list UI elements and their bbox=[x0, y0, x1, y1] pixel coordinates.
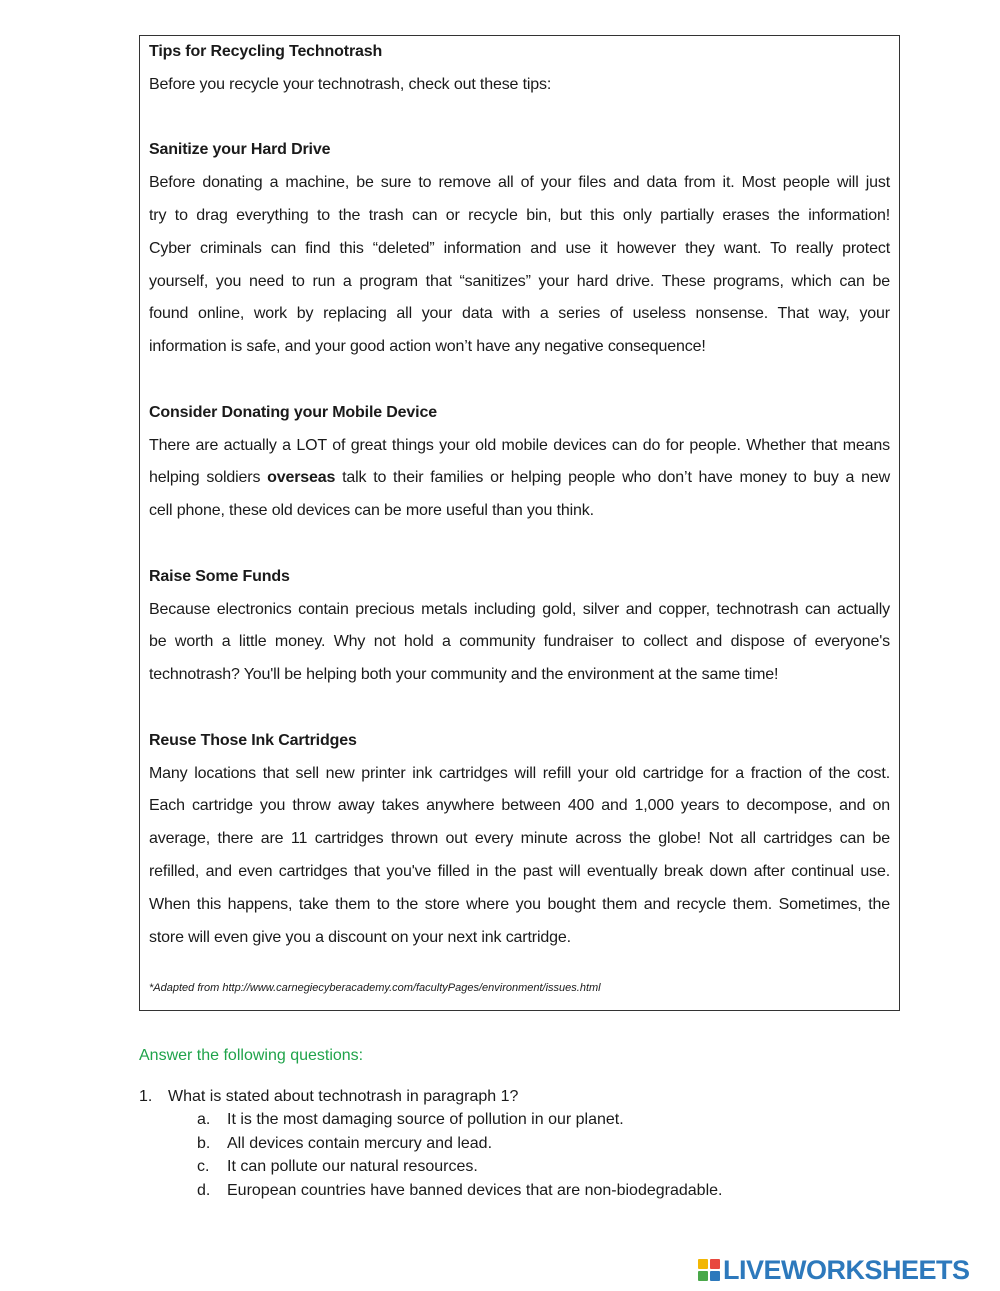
answer-option-d[interactable] bbox=[197, 1179, 722, 1203]
paragraph-line: When this happens, take them to the store where you bought them and recycle them. Sometimes, the bbox=[149, 895, 890, 913]
article-box bbox=[139, 35, 900, 1011]
paragraph-line: Cyber criminals can find this “deleted” information and use it however they want. To really protect bbox=[149, 239, 890, 257]
option-text: It is the most damaging source of pollution in our planet. bbox=[227, 1111, 624, 1128]
paragraph-line: information is safe, and your good action won’t have any negative consequence! bbox=[149, 338, 706, 356]
text-run: talk to their families or helping people who don’t have money to buy a new bbox=[335, 469, 890, 487]
paragraph-line: store will even give you a discount on your next ink cartridge. bbox=[149, 928, 571, 946]
question-text: What is stated about technotrash in paragraph 1? bbox=[168, 1088, 519, 1105]
questions-title: Answer the following questions: bbox=[139, 1047, 364, 1064]
paragraph-line: There are actually a LOT of great things your old mobile devices can do for people. Whether that means bbox=[149, 436, 890, 454]
paragraph-line: try to drag everything to the trash can or recycle bin, but this only partially erases the information! bbox=[149, 206, 890, 224]
option-letter: a. bbox=[197, 1111, 211, 1128]
question-number: 1. bbox=[139, 1088, 153, 1105]
option-letter: d. bbox=[197, 1182, 211, 1199]
article-intro: Before you recycle your technotrash, check out these tips: bbox=[149, 75, 552, 93]
bold-word: overseas bbox=[267, 469, 336, 487]
paragraph-line: Each cartridge you throw away takes anywhere between 400 and 1,000 years to decompose, and on bbox=[149, 797, 890, 815]
option-text: European countries have banned devices that are non-biodegradable. bbox=[227, 1182, 723, 1199]
answer-option-a[interactable] bbox=[197, 1108, 624, 1132]
liveworksheets-logo bbox=[698, 1255, 970, 1285]
option-letter: b. bbox=[197, 1135, 211, 1152]
paragraph-line: technotrash? You'll be helping both your community and the environment at the same time! bbox=[149, 666, 779, 684]
source-citation: *Adapted from http://www.carnegiecyberacademy.com/facultyPages/environment/issues.html bbox=[149, 982, 601, 995]
answer-option-b[interactable] bbox=[197, 1132, 492, 1156]
paragraph-line: Many locations that sell new printer ink cartridges will refill your old cartridge for a fraction of the cost. bbox=[149, 764, 890, 782]
paragraph-line: Because electronics contain precious metals including gold, silver and copper, technotrash can actually bbox=[149, 600, 890, 618]
paragraph-line-rich bbox=[149, 462, 890, 495]
paragraph-line: Before donating a machine, be sure to remove all of your files and data from it. Most people will just bbox=[149, 174, 890, 192]
logo-text: LIVEWORKSHEETS bbox=[723, 1254, 970, 1285]
paragraph-line: found online, work by replacing all your data with a series of useless nonsense. That way, your bbox=[149, 305, 890, 323]
option-letter: c. bbox=[197, 1158, 210, 1175]
text-run: helping soldiers bbox=[149, 469, 268, 487]
paragraph-line: refilled, and even cartridges that you've filled in the past will eventually break down after continual use. bbox=[149, 862, 890, 880]
paragraph-line: average, there are 11 cartridges thrown out every minute across the globe! Not all cartridges can be bbox=[149, 830, 890, 848]
article-title: Tips for Recycling Technotrash bbox=[149, 43, 383, 60]
section-heading: Raise Some Funds bbox=[149, 567, 290, 585]
answer-option-c[interactable] bbox=[197, 1155, 478, 1179]
option-text: It can pollute our natural resources. bbox=[227, 1158, 478, 1175]
paragraph-line: be worth a little money. Why not hold a community fundraiser to collect and dispose of everyone's bbox=[149, 633, 890, 651]
section-heading: Sanitize your Hard Drive bbox=[149, 141, 331, 159]
paragraph-line: yourself, you need to run a program that “sanitizes” your hard drive. These programs, which can be bbox=[149, 272, 890, 290]
question-item bbox=[139, 1085, 518, 1109]
option-text: All devices contain mercury and lead. bbox=[227, 1135, 493, 1152]
paragraph-line: cell phone, these old devices can be more useful than you think. bbox=[149, 502, 594, 520]
section-heading: Reuse Those Ink Cartridges bbox=[149, 731, 357, 749]
section-heading: Consider Donating your Mobile Device bbox=[149, 403, 437, 421]
logo-blocks-icon bbox=[698, 1259, 720, 1281]
